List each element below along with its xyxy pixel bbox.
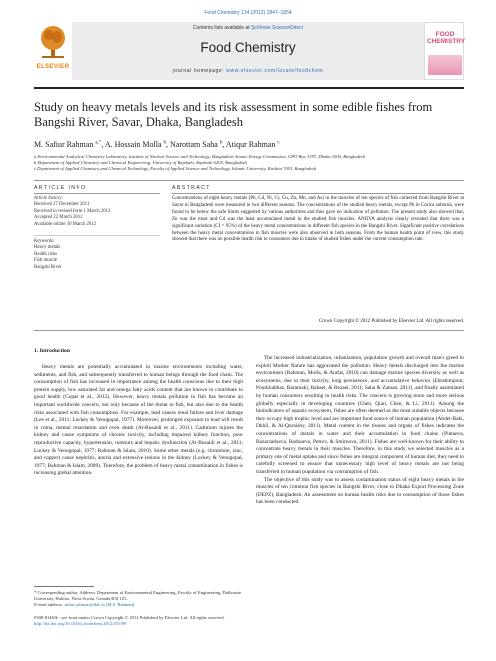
affiliation-b: b Department of Applied Chemistry and Chemical Engineering, University of Rajshahi, Rajshahi 6205, Bangladesh xyxy=(34,160,247,166)
keywords xyxy=(34,239,160,271)
keyword-item: Heavy metals xyxy=(34,245,61,251)
article-history xyxy=(34,196,160,228)
abstract-rule xyxy=(172,193,464,194)
keyword-item: Bangshi River xyxy=(34,264,62,270)
abstract-copyright: Crown Copyright © 2012 Published by Elsevier Ltd. All rights reserved. xyxy=(318,319,464,324)
article-title: Study on heavy metals levels and its risk assessment in some edible fishes from Bangshi River, Savar, Dhaka, Bangladesh xyxy=(34,100,433,129)
homepage-link[interactable]: www.elsevier.com/locate/foodchem xyxy=(226,68,324,74)
intro-paragraph-1: Heavy metals are potentially accumulated in marine environments including water, sediments, and fish, and subsequently transferred to human beings through the food chain. The consumption of fish has increased in importance among the health conscious due to their high protein supply, low saturated fat and omega fatty acids content that are known to contribute to good health (Copat et al., 2012). However, heavy metals pollution in fish has become an important worldwide concern, not only because of the threat to fish, but also due to the health risks associated with fish consumption. For example, lead causes renal failure and liver damage (Lee et al., 2011; Luckey & Venugopal, 1977). Moreover, prolonged exposure to lead will result in coma, mental retardation and even death (Al-Busaidi et al., 2011). Cadmium injures the kidney and cause symptoms of chronic toxicity, including impaired kidney function, poor reproductive capacity, hypertension, tumours and hepatic dysfunction (Al-Busaidi et al., 2011; Luckey & Venugopal, 1977; Rahman & Islam, 2010). Some other metals (e.g. chromium, zinc, and copper) cause nephritis, anuria and extensive lesions in the kidney (Luckey & Venugopal, 1977; Rahman & Islam, 2009). Therefore, the problem of heavy metal contamination in fishes is increasing global attention. xyxy=(34,364,243,477)
article-info-heading: ARTICLE INFO xyxy=(34,185,87,191)
publisher-name: ELSEVIER xyxy=(36,64,70,70)
history-accepted: Accepted 22 March 2012 xyxy=(34,215,83,221)
history-received: Received 27 December 2011 xyxy=(34,202,90,208)
history-online: Available online 30 March 2012 xyxy=(34,221,96,227)
contents-line xyxy=(72,25,424,31)
history-label: Article history: xyxy=(34,196,64,201)
history-revised: Received in revised form 1 March 2012 xyxy=(34,208,111,214)
journal-reference[interactable]: Food Chemistry 134 (2012) 1847–1854 xyxy=(204,10,292,16)
header-rule xyxy=(34,87,464,89)
keywords-label: Keywords: xyxy=(34,239,55,244)
email-label: E-mail address: xyxy=(34,602,64,608)
abstract-end-rule xyxy=(34,330,464,331)
right-column xyxy=(256,355,464,507)
elsevier-logo xyxy=(34,22,72,80)
cover-title: FOOD CHEMISTRY xyxy=(427,31,466,45)
author-list: M. Safiur Rahman $^{a,*}$, A. Hossain Molla $^b$, Narottam Saha $^b$, Atiqur Rahman $^c$ xyxy=(34,140,280,149)
homepage-line xyxy=(72,68,424,74)
journal-cover-thumbnail[interactable] xyxy=(424,22,464,80)
affiliations xyxy=(34,154,464,173)
journal-title: Food Chemistry xyxy=(200,40,296,55)
author-email-link[interactable]: safiur.rahman@dal.ca (M.S. Rahman). xyxy=(64,602,136,608)
contents-prefix: Contents lists available at xyxy=(192,25,250,31)
sciencedirect-link[interactable]: SciVerse ScienceDirect xyxy=(251,25,304,31)
affiliation-a: a Environmental Analytical Chemistry Laboratory, Institute of Nuclear Science and Technology, Bangladesh Atomic Energy Commission, GPO Box 3787, Dhaka 1000, Bangladesh xyxy=(34,154,365,159)
article-info-rule xyxy=(34,193,160,194)
left-column xyxy=(34,364,243,478)
footnote-text: * Corresponding author. Address: Department of Environmental Engineering, Faculty of Engineering, Dalhousie University, Halifax, Nova Scotia, Canada B3J 1Z1. xyxy=(34,590,242,602)
intro-paragraph-3: The objective of this study was to assess contamination status of eight heavy metals in the muscles of ten common fish species in Bangshi River, close to Dhaka Export Processing Zone (DEPZ), Bangladesh. An assessment on human health risks due to consumption of those fishes has been conducted. xyxy=(256,476,464,506)
homepage-prefix: journal homepage: xyxy=(172,68,225,74)
doi-link[interactable]: http://dx.doi.org/10.1016/j.foodchem.2012.03.099 xyxy=(34,621,127,627)
issn-line: 0308-8146/$ - see front matter Crown Copyright © 2012 Published by Elsevier Ltd. All rights reserved. xyxy=(34,615,225,620)
abstract-text: Concentrations of eight heavy metals (Pb, Cd, Ni, Cr, Cu, Zn, Mn, and As) in the muscles of ten species of fish collected from Bangshi River at Savar in Bangladesh were measured in two different seasons. The concentrations of the studied heavy metals, except Pb in Corica soborna, were found to be below the safe limits suggested by various authorities and thus gave no indication of pollution. The present study also showed that, Zn was the most and Cd was the least accumulated metal in the studied fish muscles. ANOVA analysis clearly revealed that there was a significant variation (CI = 95%) of the heavy metal concentrations in different fish species in the Bangshi River. Significant positive correlations between the heavy metal concentrations in fish muscles were also observed in both seasons. From the human health point of view, this study showed that there was no possible health risk to consumers due to intake of studied fishes under the current consumption rate. xyxy=(172,196,464,243)
keyword-item: Health risks xyxy=(34,251,58,257)
introduction-heading: 1. Introduction xyxy=(34,348,70,354)
cover-art xyxy=(428,55,462,75)
keywords-rule xyxy=(34,235,160,236)
corresponding-author-footnote xyxy=(34,590,243,609)
intro-paragraph-2: The increased industrialization, urbanization, population growth and overall man's greed to exploit Mother Nature has aggravated the pollution. Heavy metals discharged into the marine environment (Rahman, Molla, & Arafat, 2010) can damage marine species diversity as well as ecosystems, due to their toxicity, long persistence, and accumulative behavior (Ebrahimpour, Pourkhabbaz, Baramaki, Babaei, & Rezaei, 2011; Saha & Zaman, 2011), and finally assimilated by human consumers resulting in health risks. The concern is growing more and more serious globally especially in developing countries (Chen, Qian, Chen, & Li, 2011). Among the bioindicators of aquatic ecosystem, fishes are often deemed as the most suitable objects because they occupy high trophic level and are important food source of human population (Abdel-Baki, Dkhil, & Al-Quraishy, 2011). Metal content in the tissues and organs of fishes indicates the concentrations of metals in water and their accumulation in food chains (Pintaeva, Bazarsadueva, Radnaeva, Petrov, & Smirnova, 2011). Fishes are well-known for their ability to concentrate heavy metals in their muscles. Therefore, in this study we selected muscles as a primary site of metal uptake and since fishes are integral component of human diet, they need to carefully screened to ensure that unnecessary high level of heavy metals are not being transferred to human population via consumption of fish. xyxy=(256,355,464,475)
publication-info xyxy=(34,615,334,627)
affiliation-c: c Department of Applied Chemistry and Chemical Technology, Faculty of Applied Science and Technology, Islamic University, Kushtia 7003, Bangladesh xyxy=(34,166,317,172)
footnote-rule xyxy=(34,586,94,587)
abstract-heading: ABSTRACT xyxy=(172,185,211,191)
keyword-item: Fish muscle xyxy=(34,258,58,264)
elsevier-tree-icon xyxy=(40,24,66,60)
section-rule xyxy=(34,180,464,181)
